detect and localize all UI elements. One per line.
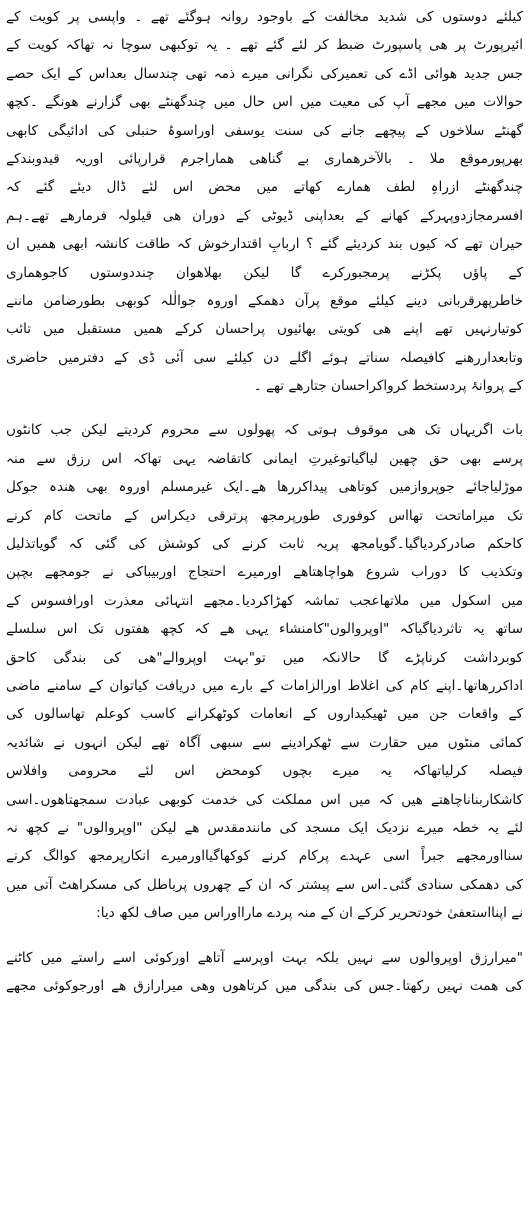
paragraph-3-quote	[6, 944, 523, 1001]
text-line: فیصلہ کرلیاتھاکہ یہ میرے بچوں کومحض اس لئے محرومی وافلاس	[6, 763, 523, 780]
text-line: اداکررھاتھا۔اپنے کام کی اغلاط اورالزامات کے بارے میں دریافت کیاتوان کے سامنے ماضی	[6, 677, 523, 694]
text-line: وتابعداررھنے کافیصلہ سناتے ہوئے اگلے دن کیلئے سی آئی ڈی کے دفترمیں حاضری	[6, 349, 523, 366]
text-line: بات اگریہاں تک ھی موقوف ہوتی کہ پھولوں سے محروم کردیتے لیکن جب کانٹوں	[6, 422, 523, 439]
text-line: کیلئے دوستوں کی شدید مخالفت کے باوجود روانہ ہوگئے تھے ۔ واپسی پر کویت کے	[6, 9, 523, 25]
text-line: کی ھمت نہیں رکھتا۔جس کی بندگی میں کرتاھوں وھی میرارازق ھے اورجوکوئی مجھے	[6, 977, 523, 994]
text-line: کمائی منٹوں میں حقارت سے ٹھکرادینے سے سبھی آگاہ تھے لیکن انہوں نے شائدیہ	[6, 734, 523, 751]
text-line: نے اپنااستعفیٰ خودتحریر کرکے ان کے منہ پردے مارااوراس میں صاف لکھ دیا:	[96, 905, 523, 922]
text-line: "میرارزق اوپروالوں سے نہیں بلکہ بہت اوپرسے آتاھے اورکوئی اسے راستے میں کاٹنے	[6, 949, 523, 966]
text-line: کاحکم صادرکردیاگیا۔گویامجھ پریہ ثابت کرنے کی کوشش کی گئی کہ گویاتذلیل	[6, 536, 523, 553]
text-line: گھنٹے سلاخوں کے پیچھے جانے کی سنت یوسفی اوراسوۂ حنبلی کی ادائیگی کابھی	[6, 122, 523, 139]
text-line: وتکذیب کا دوراب شروع ھواچاھتاھے اورمیرے احتجاج اوربیباکی نے جومجھے بچپن	[6, 564, 523, 581]
text-line: پرسے بھی حق چھین لیاگیاتوغیرتِ ایمانی کاتقاضہ یہی تھاکہ اس رزق سے منہ	[6, 450, 523, 467]
text-line: کے پاؤں پکڑنے پرمجبورکرے گا لیکن بھلاھوان چنددوستوں کاجوھماری	[6, 264, 523, 281]
text-line: کوبرداشت کرناپڑے گا حالانکہ میں تو"بہت اوپروالے"ھی کی بندگی کاحق	[6, 649, 523, 666]
text-line: حوالات میں مجھے آپ کی معیت میں اس حال میں چندگھنٹے بھی گزارنے ھونگے ۔کچھ	[6, 94, 523, 111]
text-line: بھرپورموقع ملا ۔ بالآخرھماری بے گناھی ھماراجرم قرارپائی اوریہ قیدوبندکے	[6, 150, 523, 167]
text-line: حیران تھے کہ کیوں بند کردیئے گئے ؟ اربابِ اقتدارخوش کہ طاقت کانشہ ابھی ھمیں ان	[6, 236, 523, 253]
text-line: تک میراماتحت تھااس کوفوری طورپرمجھ پرترقی دیکراس کے ماتحت کام کرنے	[6, 507, 523, 524]
text-line: کے پروانۂ پردستخط کرواکراحسان جتارھے تھے ۔	[253, 378, 523, 395]
text-line: کوتیارنہیں تھے اپنے ھی کویتی بھائیوں پراحسان کرکے ھمیں مستقبل میں تائب	[6, 321, 523, 338]
paragraph-1	[6, 3, 523, 400]
text-line: موڑلیاجائے جوپروازمیں کوتاھی پیداکررھا ھے۔ایک غیرمسلم اوروہ بھی ھندہ جوکل	[6, 479, 523, 496]
text-line: ساتھ یہ تاثردیاگیاکہ "اوپروالوں"کامنشاء یہی ھے کہ کچھ ھفتوں تک اس سلسلے	[6, 621, 523, 638]
text-line: سنااورمجھے جبراً اسی عہدے پرکام کرنے کوکھاگیااورمیرے انکارپرمجھ کوالگ کرنے	[6, 848, 523, 865]
text-line: کاشکاربناناچاھتے ھیں کہ میں اس مملکت کی خدمت کوبھی عبادت سمجھتاھوں۔اسی	[6, 791, 523, 808]
text-line: کی دھمکی سنادی گئی۔اس سے پیشتر کہ ان کے چھروں پرباطل کی مسکراھٹ آتی میں	[6, 876, 523, 893]
text-line: چندگھنٹے ازراہِ لطف ھمارے کھاتے میں محض اس لئے ڈال دیئے گئے کہ	[6, 179, 523, 196]
text-line: جس جدید ھوائی اڈے کی تعمیرکی نگرانی میرے ذمہ تھی چندسال بعداس کے ایک حصے	[6, 65, 523, 82]
text-line: کے واقعات جن میں ٹھیکیداروں کے انعامات کوٹھکرانے کاسب کوعلم تھاسالوں کی	[6, 706, 523, 723]
text-line: خاطرپھرقربانی دینے کیلئے موقع پرآن دھمکے اوروہ جوالٰلہ کوبھی بطورضامن ماننے	[6, 292, 523, 309]
text-line: میں اسکول میں ملاتھاعجب تماشہ کھڑاکردیا۔مجھے انتہائی معذرت اورافسوس کے	[6, 592, 523, 609]
paragraph-2	[6, 416, 523, 927]
text-line: افسرمجازدوپہرکے کھانے کے بعداپنی ڈیوٹی کے دوران ھی قیلولہ فرمارھے تھے۔ہم	[6, 207, 523, 224]
text-line: لئے یہ خطہ میرے نزدیک ایک مسجد کی مانندمقدس ھے لیکن "اوپروالوں" نے کچھ نہ	[6, 819, 523, 836]
text-line: ائیرپورٹ پر ھی پاسپورٹ ضبط کر لئے گئے تھے ۔ یہ توکبھی سوچا نہ تھاکہ کویت کے	[6, 37, 523, 54]
